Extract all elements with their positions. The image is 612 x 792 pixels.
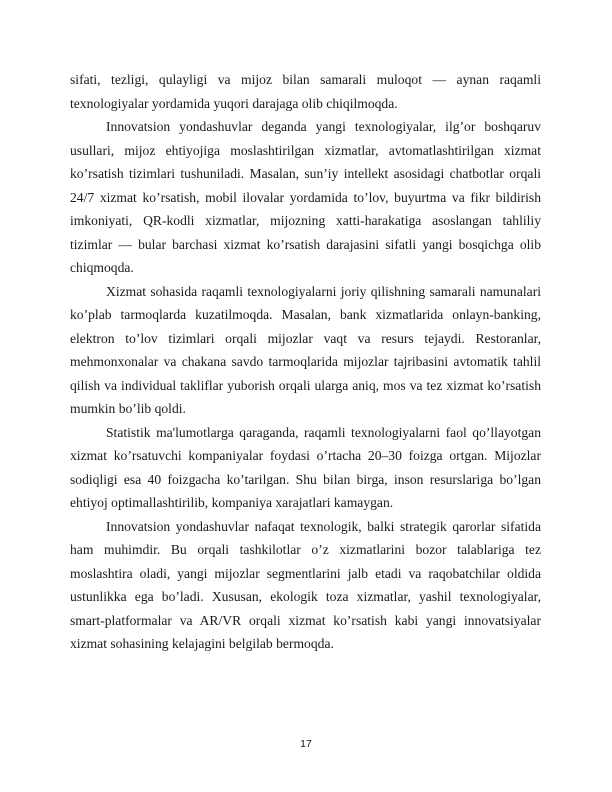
- paragraph-digital-examples: Xizmat sohasida raqamli texnologiyalarni joriy qilishning samarali namunalari ko’plab tarmoqlarda kuzatilmoqda. Masalan, bank xizmatlarida onlayn-banking, elektron to’lov tizimlari orqali mijozlar vaqt va resurs tejaydi. Restoranlar, mehmonxonalar va chakana savdo tarmoqlarida mijozlar tajribasini avtomatik tahlil qilish va individual takliflar yuborish orqali ularga aniq, mos va tez xizmat ko’rsatish mumkin bo’lib qoldi.: [70, 283, 541, 416]
- body-text: [70, 68, 541, 656]
- paragraph-innovative-approaches: Innovatsion yondashuvlar deganda yangi texnologiyalar, ilg’or boshqaruv usullari, mijoz ehtiyojiga moslashtirilgan xizmatlar, avtomatlashtirilgan xizmat ko’rsatish tizimlari tushuniladi. Masalan, sun’iy intellekt asosidagi chatbotlar orqali 24/7 xizmat ko’rsatish, mobil ilovalar yordamida to’lov, buyurtma va fikr bildirish imkoniyati, QR-kodli xizmatlar, mijozning xatti-harakatiga asoslangan tahliliy tizimlar — bular barchasi xizmat ko’rsatish darajasini sifatli yangi bosqichga olib chiqmoqda.: [70, 119, 541, 275]
- paragraph-strategic-decisions: Innovatsion yondashuvlar nafaqat texnologik, balki strategik qarorlar sifatida ham muhimdir. Bu orqali tashkilotlar o’z xizmatlarini bozor talablariga tez moslashtira oladi, yangi mijozlar segmentlarini jalb etadi va raqobatchilar oldida ustunlikka ega bo’ladi. Xususan, ekologik toza xizmatlar, yashil texnologiyalar, smart-platformalar va AR/VR orqali xizmat ko’rsatish kabi yangi innovatsiyalar xizmat sohasining kelajagini belgilab bermoqda.: [70, 518, 541, 651]
- page-number: 17: [300, 738, 312, 750]
- paragraph-statistics: Statistik ma'lumotlarga qaraganda, raqamli texnologiyalarni faol qo’llayotgan xizmat ko’rsatuvchi kompaniyalar foydasi o’rtacha 20–30 foizga ortgan. Mijozlar sodiqligi esa 40 foizgacha ko’tarilgan. Shu bilan birga, inson resurslariga bo’lgan ehtiyoj optimallashtirilib, kompaniya xarajatlari kamaygan.: [70, 424, 541, 510]
- paragraph-continuation: sifati, tezligi, qulayligi va mijoz bilan samarali muloqot — aynan raqamli texnologiyalar yordamida yuqori darajaga olib chiqilmoqda.: [70, 72, 541, 111]
